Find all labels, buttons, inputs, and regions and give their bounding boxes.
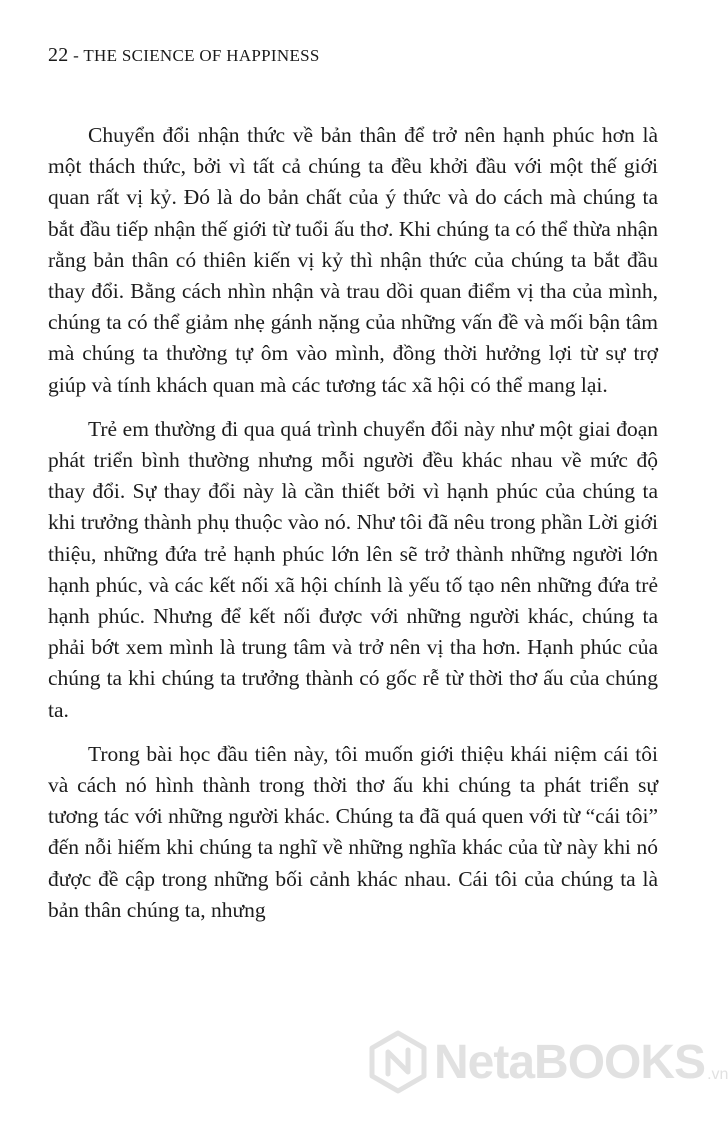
netabooks-logo-icon bbox=[366, 1030, 430, 1094]
netabooks-watermark bbox=[366, 1026, 728, 1098]
watermark-brand: NetaBOOKS bbox=[434, 1035, 706, 1089]
book-title: THE SCIENCE OF HAPPINESS bbox=[83, 46, 320, 65]
header-separator: - bbox=[68, 46, 84, 65]
running-header bbox=[48, 44, 320, 67]
paragraph: Trẻ em thường đi qua quá trình chuyển đổi này như một giai đoạn phát triển bình thường nhưng mỗi người đều khác nhau về mức độ thay đổi. Sự thay đổi này là cần thiết bởi vì hạnh phúc của chúng ta khi trưởng thành phụ thuộc vào nó. Như tôi đã nêu trong phần Lời giới thiệu, những đứa trẻ hạnh phúc lớn lên sẽ trở thành những người lớn hạnh phúc, và các kết nối xã hội chính là yếu tố tạo nên những đứa trẻ hạnh phúc. Nhưng để kết nối được với những người khác, chúng ta phải bớt xem mình là trung tâm và trở nên vị tha hơn. Hạnh phúc của chúng ta khi chúng ta trưởng thành có gốc rễ từ thời thơ ấu của chúng ta. bbox=[48, 416, 658, 722]
paragraph: Trong bài học đầu tiên này, tôi muốn giới thiệu khái niệm cái tôi và cách nó hình thành trong thời thơ ấu khi chúng ta phát triển sự tương tác với những người khác. Chúng ta đã quá quen với từ “cái tôi” đến nỗi hiếm khi chúng ta nghĩ về những nghĩa khác của từ này khi nó được đề cập trong những bối cảnh khác nhau. Cái tôi của chúng ta là bản thân chúng ta, nhưng bbox=[48, 741, 658, 922]
paragraph: Chuyển đổi nhận thức về bản thân để trở nên hạnh phúc hơn là một thách thức, bởi vì tất cả chúng ta đều khởi đầu với một thế giới quan rất vị kỷ. Đó là do bản chất của ý thức và do cách mà chúng ta bắt đầu tiếp nhận thế giới từ tuổi ấu thơ. Khi chúng ta có thể thừa nhận rằng bản thân có thiên kiến vị kỷ thì nhận thức của chúng ta bắt đầu thay đổi. Bằng cách nhìn nhận và trau dồi quan điểm vị tha của mình, chúng ta có thể giảm nhẹ gánh nặng của những vấn đề và mối bận tâm mà chúng ta thường tự ôm vào mình, đồng thời hưởng lợi từ sự trợ giúp và tính khách quan mà các tương tác xã hội có thể mang lại. bbox=[48, 123, 658, 397]
body-text bbox=[48, 120, 658, 939]
watermark-suffix: .vn bbox=[707, 1066, 728, 1083]
page-number: 22 bbox=[48, 44, 69, 66]
